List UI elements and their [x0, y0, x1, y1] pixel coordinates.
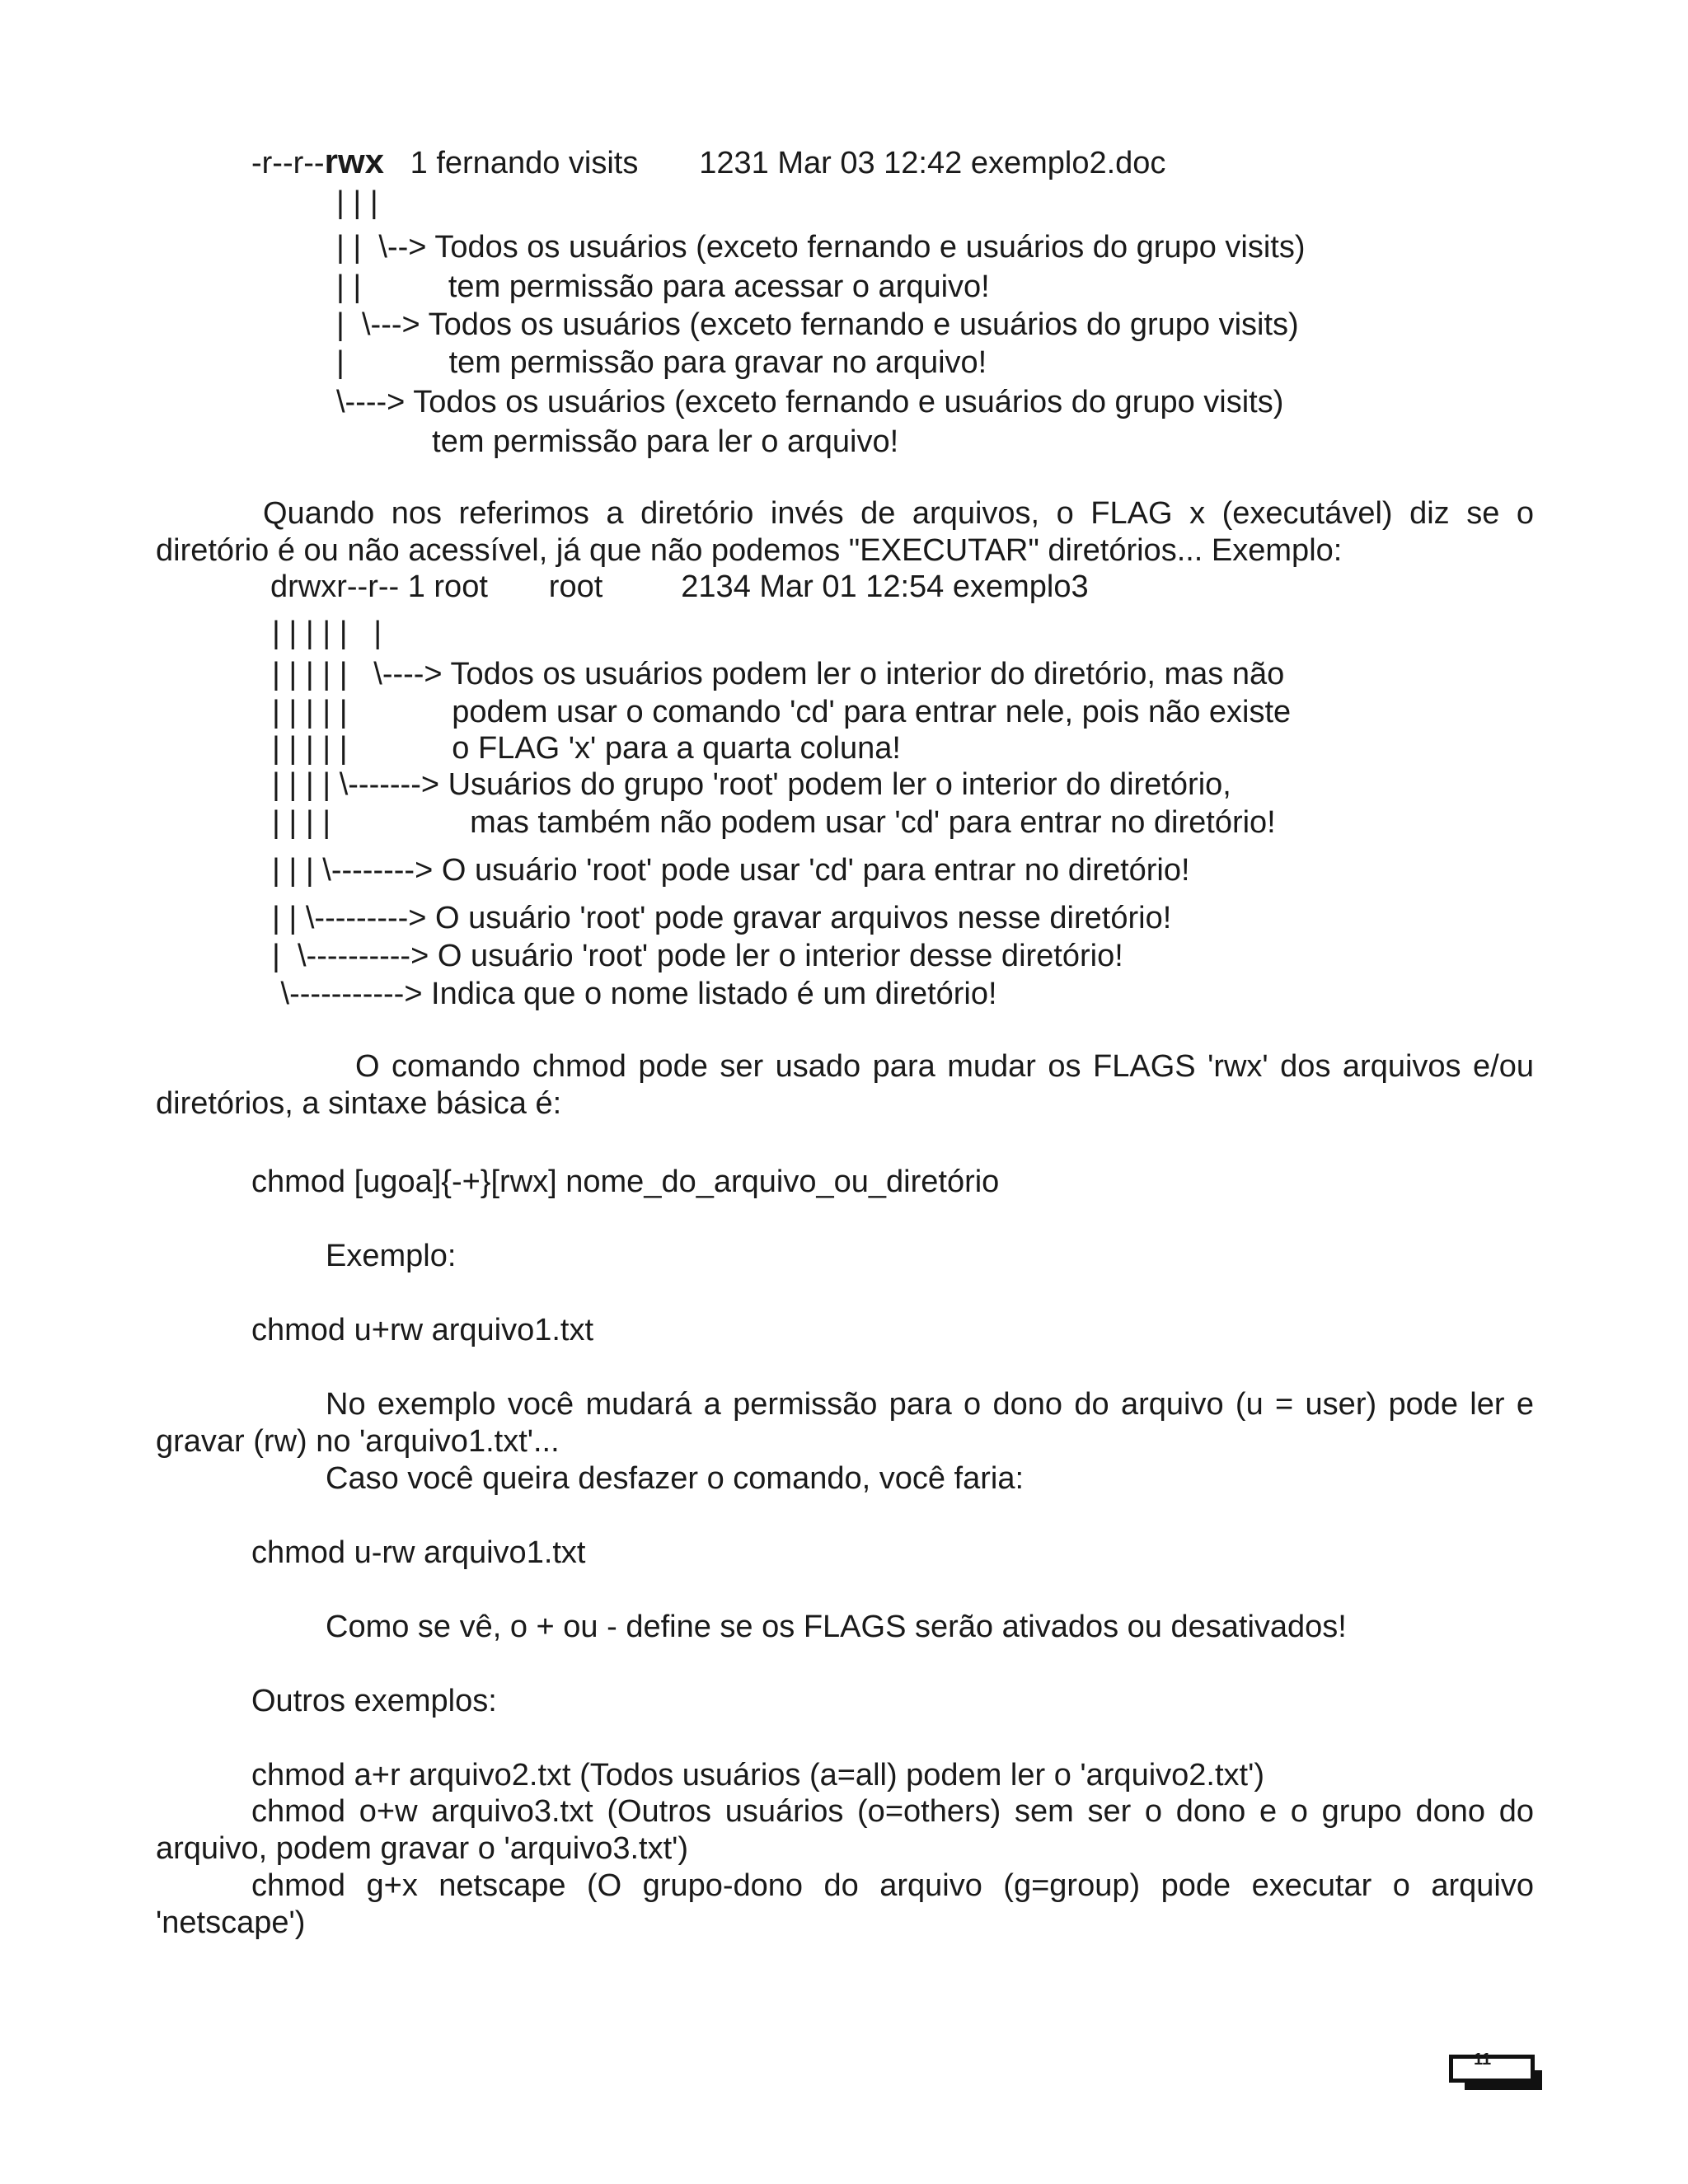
paragraph-undo: Caso você queira desfazer o comando, você faria: [326, 1461, 1025, 1496]
paragraph-chmod-intro [156, 1048, 1534, 1122]
paragraph-example-explanation [156, 1386, 1534, 1460]
listing1-line: | | tem permissão para acessar o arquivo! [336, 269, 990, 304]
exemplo-label: Exemplo: [326, 1239, 457, 1273]
outros-exemplos-label: Outros exemplos: [251, 1684, 497, 1718]
listing2-header: drwxr--r-- 1 root root 2134 Mar 01 12:54 exemplo3 [270, 569, 1089, 604]
listing2-line: | | | | mas também não podem usar 'cd' para entrar no diretório! [272, 805, 1276, 840]
chmod-syntax: chmod [ugoa]{-+}[rwx] nome_do_arquivo_ou_diretório [251, 1165, 1000, 1199]
listing1-line: \----> Todos os usuários (exceto fernando e usuários do grupo visits) [336, 385, 1284, 419]
listing2-line: | \----------> O usuário 'root' pode ler o interior desse diretório! [272, 939, 1123, 973]
paragraph-example-explanation-text: No exemplo você mudará a permissão para o dono do arquivo (u = user) pode ler e gravar (rw) no 'arquivo1.txt'... [156, 1387, 1534, 1459]
listing1-line: | | | [336, 185, 378, 220]
other-example-3-text: chmod g+x netscape (O grupo-dono do arquivo (g=group) pode executar o arquivo 'netscape') [156, 1868, 1534, 1940]
listing1-line: | \---> Todos os usuários (exceto fernando e usuários do grupo visits) [336, 307, 1299, 342]
listing2-line: | | | | | o FLAG 'x' para a quarta coluna! [272, 731, 901, 766]
page-number: 11 [1474, 2050, 1492, 2069]
other-example-2-text: chmod o+w arquivo3.txt (Outros usuários (o=others) sem ser o dono e o grupo dono do arquivo, podem gravar o 'arquivo3.txt') [156, 1794, 1534, 1866]
listing1-perm-bold: rwx [324, 142, 384, 180]
listing1-rest: 1 fernando visits 1231 Mar 03 12:42 exemplo2.doc [383, 146, 1166, 180]
paragraph-flag-x [156, 495, 1534, 569]
listing2-line: | | | \--------> O usuário 'root' pode usar 'cd' para entrar no diretório! [272, 853, 1190, 888]
command-example-1: chmod u+rw arquivo1.txt [251, 1313, 594, 1347]
paragraph-chmod-intro-text: O comando chmod pode ser usado para mudar os FLAGS 'rwx' dos arquivos e/ou diretórios, a sintaxe básica é: [156, 1049, 1534, 1121]
page-number-box [1449, 2055, 1535, 2083]
listing2-line: | | | | \-------> Usuários do grupo 'root' podem ler o interior do diretório, [272, 767, 1231, 802]
listing2-line: | | | | | \----> Todos os usuários podem ler o interior do diretório, mas não [272, 657, 1285, 691]
listing2-line: \-----------> Indica que o nome listado é um diretório! [272, 977, 997, 1011]
listing1-line: tem permissão para ler o arquivo! [336, 424, 899, 459]
listing1-header [251, 143, 1165, 181]
other-example-3 [156, 1868, 1534, 1942]
listing2-line: | | | | | podem usar o comando 'cd' para entrar nele, pois não existe [272, 695, 1292, 729]
listing1-line: | | \--> Todos os usuários (exceto fernando e usuários do grupo visits) [336, 230, 1306, 265]
listing1-line: | tem permissão para gravar no arquivo! [336, 345, 987, 380]
other-example-2 [156, 1793, 1534, 1868]
paragraph-flag-x-text: Quando nos referimos a diretório invés de arquivos, o FLAG x (executável) diz se o diretório é ou não acessível, já que não podemos "EXECUTAR" diretórios... Exemplo: [156, 496, 1534, 568]
paragraph-plus-minus: Como se vê, o + ou - define se os FLAGS serão ativados ou desativados! [326, 1610, 1347, 1644]
listing2-line: | | | | | | [272, 616, 382, 650]
listing2-line: | | \---------> O usuário 'root' pode gravar arquivos nesse diretório! [272, 901, 1172, 935]
other-example-1: chmod a+r arquivo2.txt (Todos usuários (a=all) podem ler o 'arquivo2.txt') [251, 1758, 1264, 1793]
listing1-perm-prefix: -r--r-- [251, 146, 325, 180]
command-example-2: chmod u-rw arquivo1.txt [251, 1535, 586, 1570]
